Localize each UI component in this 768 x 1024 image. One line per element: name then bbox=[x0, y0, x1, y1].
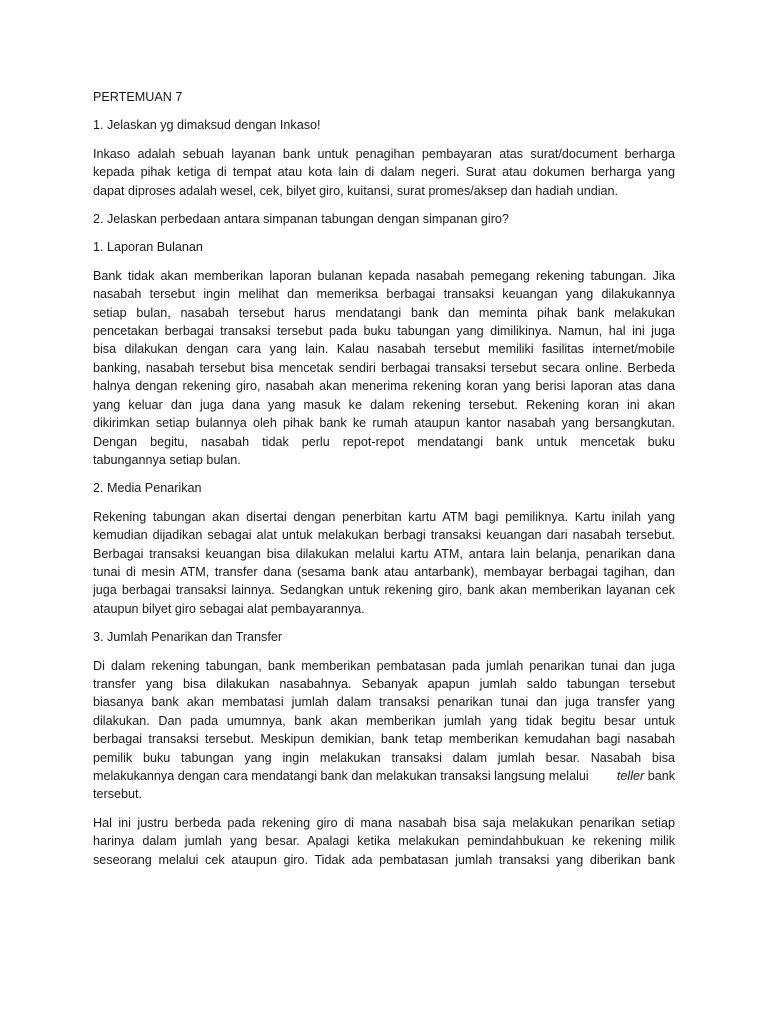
answer-1-line: Inkaso adalah sebuah layanan bank untuk penagihan pembayaran atas surat/document berharga bbox=[93, 146, 675, 161]
body-line-part: bank bbox=[647, 769, 675, 783]
question-1: 1. Jelaskan yg dimaksud dengan Inkaso! bbox=[93, 118, 321, 133]
body-line: tabungannya setiap bulan. bbox=[93, 452, 241, 467]
body-line: kemudian dijadikan sebagai alat untuk melakukan berbagi transaksi keuangan dari nasabah tersebut. bbox=[93, 528, 675, 543]
answer-1-line: dapat diproses adalah wesel, cek, bilyet giro, kuitansi, surat promes/aksep dan hadiah undian. bbox=[93, 183, 619, 198]
body-line-part: melakukannya dengan cara mendatangi bank dan melakukan transaksi langsung melalui bbox=[93, 769, 589, 783]
body-line: Di dalam rekening tabungan, bank memberikan pembatasan pada jumlah penarikan tunai dan juga bbox=[93, 658, 675, 673]
body-line: Bank tidak akan memberikan laporan bulanan kepada nasabah pemegang rekening tabungan. Jika bbox=[93, 268, 675, 283]
body-line: Hal ini justru berbeda pada rekening giro di mana nasabah bisa saja melakukan penarikan setiap bbox=[93, 815, 675, 830]
body-line: nasabah tersebut ingin melihat dan memeriksa berbagai transaksi keuangan yang dilakukannya bbox=[93, 287, 675, 302]
page-title: PERTEMUAN 7 bbox=[93, 90, 183, 104]
body-line: pencetakan berbagai transaksi tersebut pada buku tabungan yang dimilikinya. Namun, hal ini juga bbox=[93, 324, 675, 339]
body-line: seseorang melalui cek ataupun giro. Tidak ada pembatasan jumlah transaksi yang diberikan bank bbox=[93, 852, 675, 867]
body-line bbox=[93, 767, 675, 785]
body-line: halnya dengan rekening giro, nasabah akan menerima rekening koran yang berisi laporan atas dana bbox=[93, 379, 675, 394]
question-2: 2. Jelaskan perbedaan antara simpanan tabungan dengan simpanan giro? bbox=[93, 212, 509, 227]
body-line: Dengan begitu, nasabah tidak perlu repot-repot mendatangi bank untuk mencetak buku bbox=[93, 434, 675, 449]
body-line: setiap bulan, nasabah tersebut harus mendatangi bank dan meminta pihak bank melakukan bbox=[93, 305, 675, 320]
body-line: Rekening tabungan akan disertai dengan penerbitan kartu ATM bagi pemiliknya. Kartu inilah yang bbox=[93, 509, 675, 524]
body-line: pemilik buku tabungan yang ingin melakukan transaksi dalam jumlah besar. Nasabah bisa bbox=[93, 750, 675, 765]
body-line: banking, nasabah tersebut bisa mencetak sendiri berbagai transaksi tersebut secara online. Berbeda bbox=[93, 360, 675, 375]
body-line: dilakukan. Dan pada umumnya, bank akan memberikan jumlah yang tidak begitu besar untuk bbox=[93, 713, 675, 728]
body-line: juga berbagai transaksi lainnya. Sedangkan untuk rekening giro, bank akan memberikan layanan cek bbox=[93, 583, 675, 598]
section-body bbox=[93, 267, 675, 469]
body-line-part bbox=[617, 767, 675, 785]
followup-body bbox=[93, 814, 675, 869]
body-line: dikirimkan setiap bulannya oleh pihak bank ke rumah ataupun kantor nasabah yang bersangkutan. bbox=[93, 416, 675, 431]
body-line: Berbagai transaksi keuangan bisa dilakukan melalui kartu ATM, antara lain belanja, penarikan dana bbox=[93, 546, 675, 561]
body-line: biasanya bank akan membatasi jumlah dalam transaksi penarikan tunai dan juga transfer yang bbox=[93, 695, 675, 710]
body-line: ataupun bilyet giro sebagai alat pembayarannya. bbox=[93, 601, 365, 616]
body-line: transfer yang bisa dilakukan nasabahnya. Sebanyak apapun jumlah saldo tabungan tersebut bbox=[93, 676, 675, 691]
body-line: yang keluar dan juga dana yang masuk ke dalam rekening tersebut. Rekening koran ini akan bbox=[93, 397, 675, 412]
body-line: bisa dilakukan dengan cara yang lain. Kalau nasabah tersebut memiliki fasilitas internet/mobile bbox=[93, 342, 675, 357]
section-body bbox=[93, 657, 675, 804]
section-heading: 2. Media Penarikan bbox=[93, 481, 202, 496]
section-heading: 3. Jumlah Penarikan dan Transfer bbox=[93, 630, 283, 645]
answer-1 bbox=[93, 145, 675, 200]
body-line: tersebut. bbox=[93, 787, 143, 802]
body-line: berbagai transaksi tersebut. Meskipun demikian, bank tetap memberikan kemudahan bagi nasabah bbox=[93, 732, 675, 747]
section-heading: 1. Laporan Bulanan bbox=[93, 240, 203, 255]
body-line: tunai di mesin ATM, transfer dana (sesama bank atau antarbank), membayar berbagai tagihan, dan bbox=[93, 564, 675, 579]
body-line: harinya dalam jumlah yang besar. Apalagi ketika melakukan pemindahbukuan ke rekening milik bbox=[93, 834, 675, 849]
answer-1-line: kepada pihak ketiga di tempat atau kota lain di dalam negeri. Surat atau dokumen berharga yang bbox=[93, 165, 675, 180]
teller-italic: teller bbox=[616, 769, 645, 783]
section-body bbox=[93, 508, 675, 618]
